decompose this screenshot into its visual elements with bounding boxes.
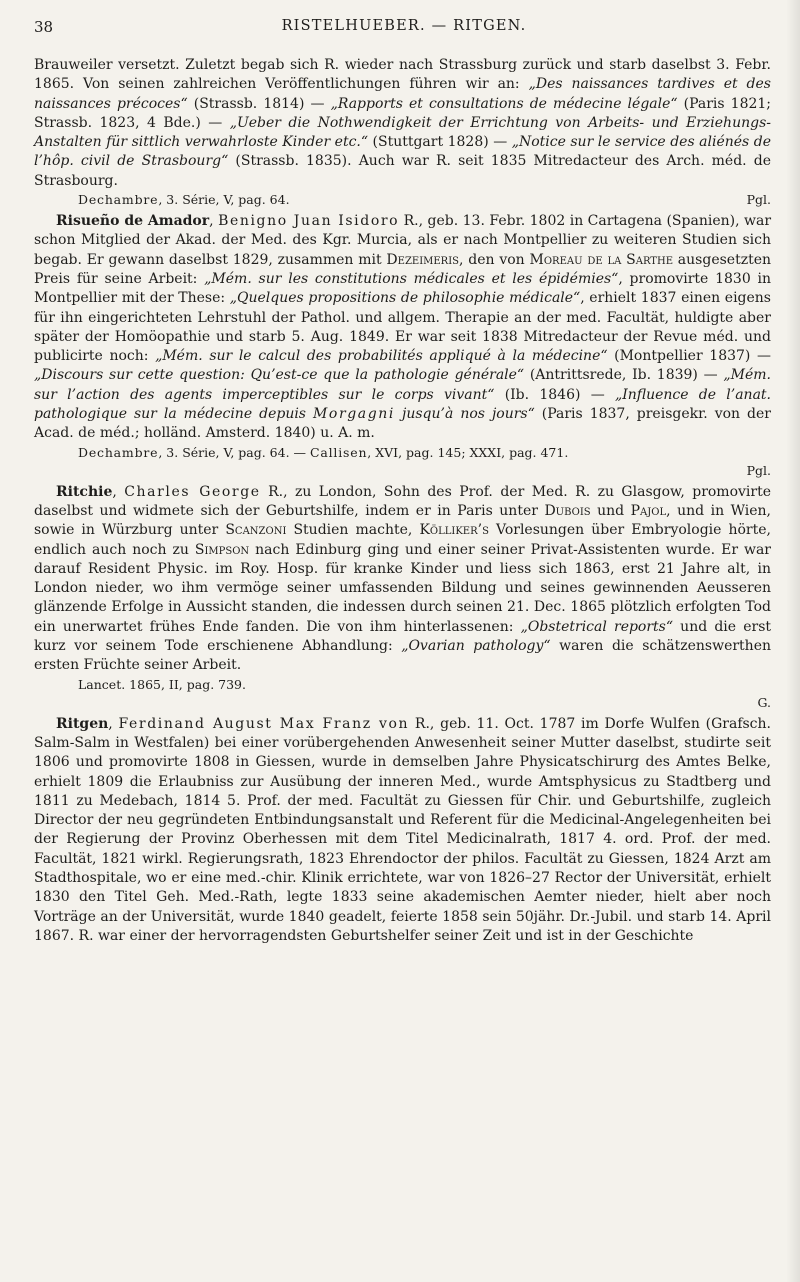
entry-name: Ritchie [56,483,113,500]
page-number: 38 [34,18,54,36]
entry-ritgen: Ritgen, Ferdinand August Max Franz von R., geb. 11. Oct. 1787 im Dorfe Wulfen (Grafsch. Salm-Salm in Westfalen) bei einer vorübergehenden Anwesenheit seiner Mutter daselbst, studirte seit 1806 und promovirte 1808 in Giessen, wurde in demselben Jahre Physicatschirurg des Amtes Belke, erhielt 1809 die Erlaubniss zur Ausübung der inneren Med., wurde Amtsphysicus zu Stadtberg und 1811 zu Medebach, 1814 5. Prof. der med. Facultät zu Giessen für Chir. und Geburtshilfe, zugleich Director der neu gegründeten Entbindungsanstalt und Referent für die Medicinal-Angelegenheiten bei der Regierung der Provinz Oberhessen mit dem Titel Medicinalrath, 1817 4. ord. Prof. der med. Facultät, 1821 wirkl. Regierungsrath, 1823 Ehrendoctor der philos. Facultät zu Giessen, 1824 Arzt am Stadthospitale, wo er eine med.-chir. Klinik errichtete, war von 1826–27 Rector der Universität, erhielt 1830 den Titel Geh. Med.-Rath, legte 1833 seine akademischen Aemter nieder, hielt aber noch Vorträge an der Universität, wurde 1840 geadelt, feierte 1858 sein 50jähr. Dr.-Jubil. und starb 14. April 1867. R. war einer der hervorragendsten Geburtshelfer seiner Zeit und ist in der Geschichte [34,715,771,944]
work-title: „Quelques propositions de philosophie médicale“ [229,290,581,307]
reference-line: Dechambre, 3. Série, V, pag. 64. — Callisen, XVI, pag. 145; XXXI, pag. 471. Pgl. [78,444,771,478]
entry-given-names: Benigno Juan Isidoro [218,213,400,230]
work-title: „Ueber die Nothwendigkeit der Errichtung von Arbeits- und Erziehungs-Anstalten für sittlich verwahrloste Kinder etc.“ [34,114,771,151]
page-edge-shadow [786,0,800,1282]
entry-given-names: Charles George [124,483,261,500]
work-title: „Obstetrical reports“ [520,618,674,635]
work-title: „Discours sur cette question: Qu’est-ce que la pathologie générale“ [34,367,525,384]
work-title: „Mém. sur les constitutions médicales et les épidémies“ [204,270,619,287]
entry-name: Risueño de Amador [56,213,210,230]
work-title: „Mém. sur l’action des agents imperceptibles sur le corps vivant“ [34,367,771,403]
reference-line: Dechambre, 3. Série, V, pag. 64. Pgl. [78,192,771,208]
running-title: RISTELHUEBER. — RITGEN. [281,18,527,34]
entry-risueno: Risueño de Amador, Benigno Juan Isidoro R., geb. 13. Febr. 1802 in Cartagena (Spanien), war schon Mitglied der Akad. der Med. des Kgr. Murcia, als er nach Montpellier zu weiteren Studien sich begab. Er gewann daselbst 1829, zusammen mit Dezeimeris, den von Moreau de la Sarthe ausgesetzten Preis für seine Arbeit: „Mém. sur les constitutions médicales et les épidémies“, promovirte 1830 in Montpellier mit der These: „Quelques propositions de philosophie médicale“, erhielt 1837 einen eigens für ihn eingerichteten Lehrstuhl der Pathol. und allgem. Therapie an der med. Facultät, huldigte aber später der Homöopathie und starb 5. Aug. 1849. Er war seit 1838 Mitredacteur der Revue méd. und publicirte noch: „Mém. sur le calcul des probabilités appliqué à la médecine“ (Montpellier 1837) — „Discours sur cette question: Qu’est-ce que la pathologie générale“ (Antrittsrede, Ib. 1839) — „Mém. sur l’action des agents imperceptibles sur le corps vivant“ (Ib. 1846) — „Influence de l’anat. pathologique sur la médecine depuis Morgagni jusqu’à nos jours“ (Paris 1837, preisgekr. von der Acad. de méd.; holländ. Amsterd. 1840) u. A. m. [34,213,772,442]
work-title: „Ovarian pathology“ [401,638,551,655]
entry-ritchie: Ritchie, Charles George R., zu London, Sohn des Prof. der Med. R. zu Glasgow, promovirte daselbst und widmete sich der Geburtshilfe, indem er in Paris unter Dubois und Pajol, und in Wien, sowie in Würzburg unter Scanzoni Studien machte, Kölliker’s Vorlesungen über Embryologie hörte, endlich auch noch zu Simpson nach Edinburg ging und einer seiner Privat-Assistenten wurde. Er war darauf Resident Physic. im Roy. Hosp. für kranke Kinder und liess sich 1863, erst 21 Jahre alt, in London nieder, wo ihm vermöge seiner umfassenden Bildung und seines gewinnenden Aeusseren glänzende Erfolge in Aussicht standen, die indessen durch seinen 21. Dec. 1865 plötzlich erfolgten Tod ein unerwartet frühes Ende fanden. Die von ihm hinterlassenen: „Obstetrical reports“ und die erst kurz vor seinem Tode erschienene Abhandlung: „Ovarian pathology“ waren die schätzenswerthen ersten Früchte seiner Arbeit. [34,483,772,674]
work-title: „Influence de l’anat. pathologique sur la médecine depuis [34,386,772,423]
page-body [34,56,771,946]
author-signature: Pgl. [746,462,771,478]
work-title: „Rapports et consultations de médecine légale“ [330,95,678,112]
work-title: „Notice sur le service des aliénés de l’hôp. civil de Strasbourg“ [34,134,771,170]
entry-given-names: Ferdinand August Max Franz von [118,715,410,732]
author-signature: G. [757,694,771,710]
work-title: „Mém. sur le calcul des probabilités appliqué à la médecine“ [155,348,608,365]
page-header [34,16,774,40]
entry-name: Ritgen [56,715,109,732]
entry-ristelhueber-text: Brauweiler versetzt. Zuletzt begab sich R. wieder nach Strassburg zurück und starb daselbst 3. Febr. 1865. Von seinen zahlreichen Veröffentlichungen führen wir an: „Des naissances tardives et des naissances précoces“ (Strassb. 1814) — „Rapports et consultations de médecine légale“ (Paris 1821; Strassb. 1823, 4 Bde.) — „Ueber die Nothwendigkeit der Errichtung von Arbeits- und Erziehungs-Anstalten für sittlich verwahrloste Kinder etc.“ (Stuttgart 1828) — „Notice sur le service des aliénés de l’hôp. civil de Strasbourg“ (Strassb. 1835). Auch war R. seit 1835 Mitredacteur des Arch. méd. de Strasbourg. [34,57,772,189]
author-signature: Pgl. [746,192,771,208]
work-title: „Des naissances tardives et des naissances précoces“ [34,76,771,112]
reference-line: Lancet. 1865, II, pag. 739. G. [78,676,771,710]
